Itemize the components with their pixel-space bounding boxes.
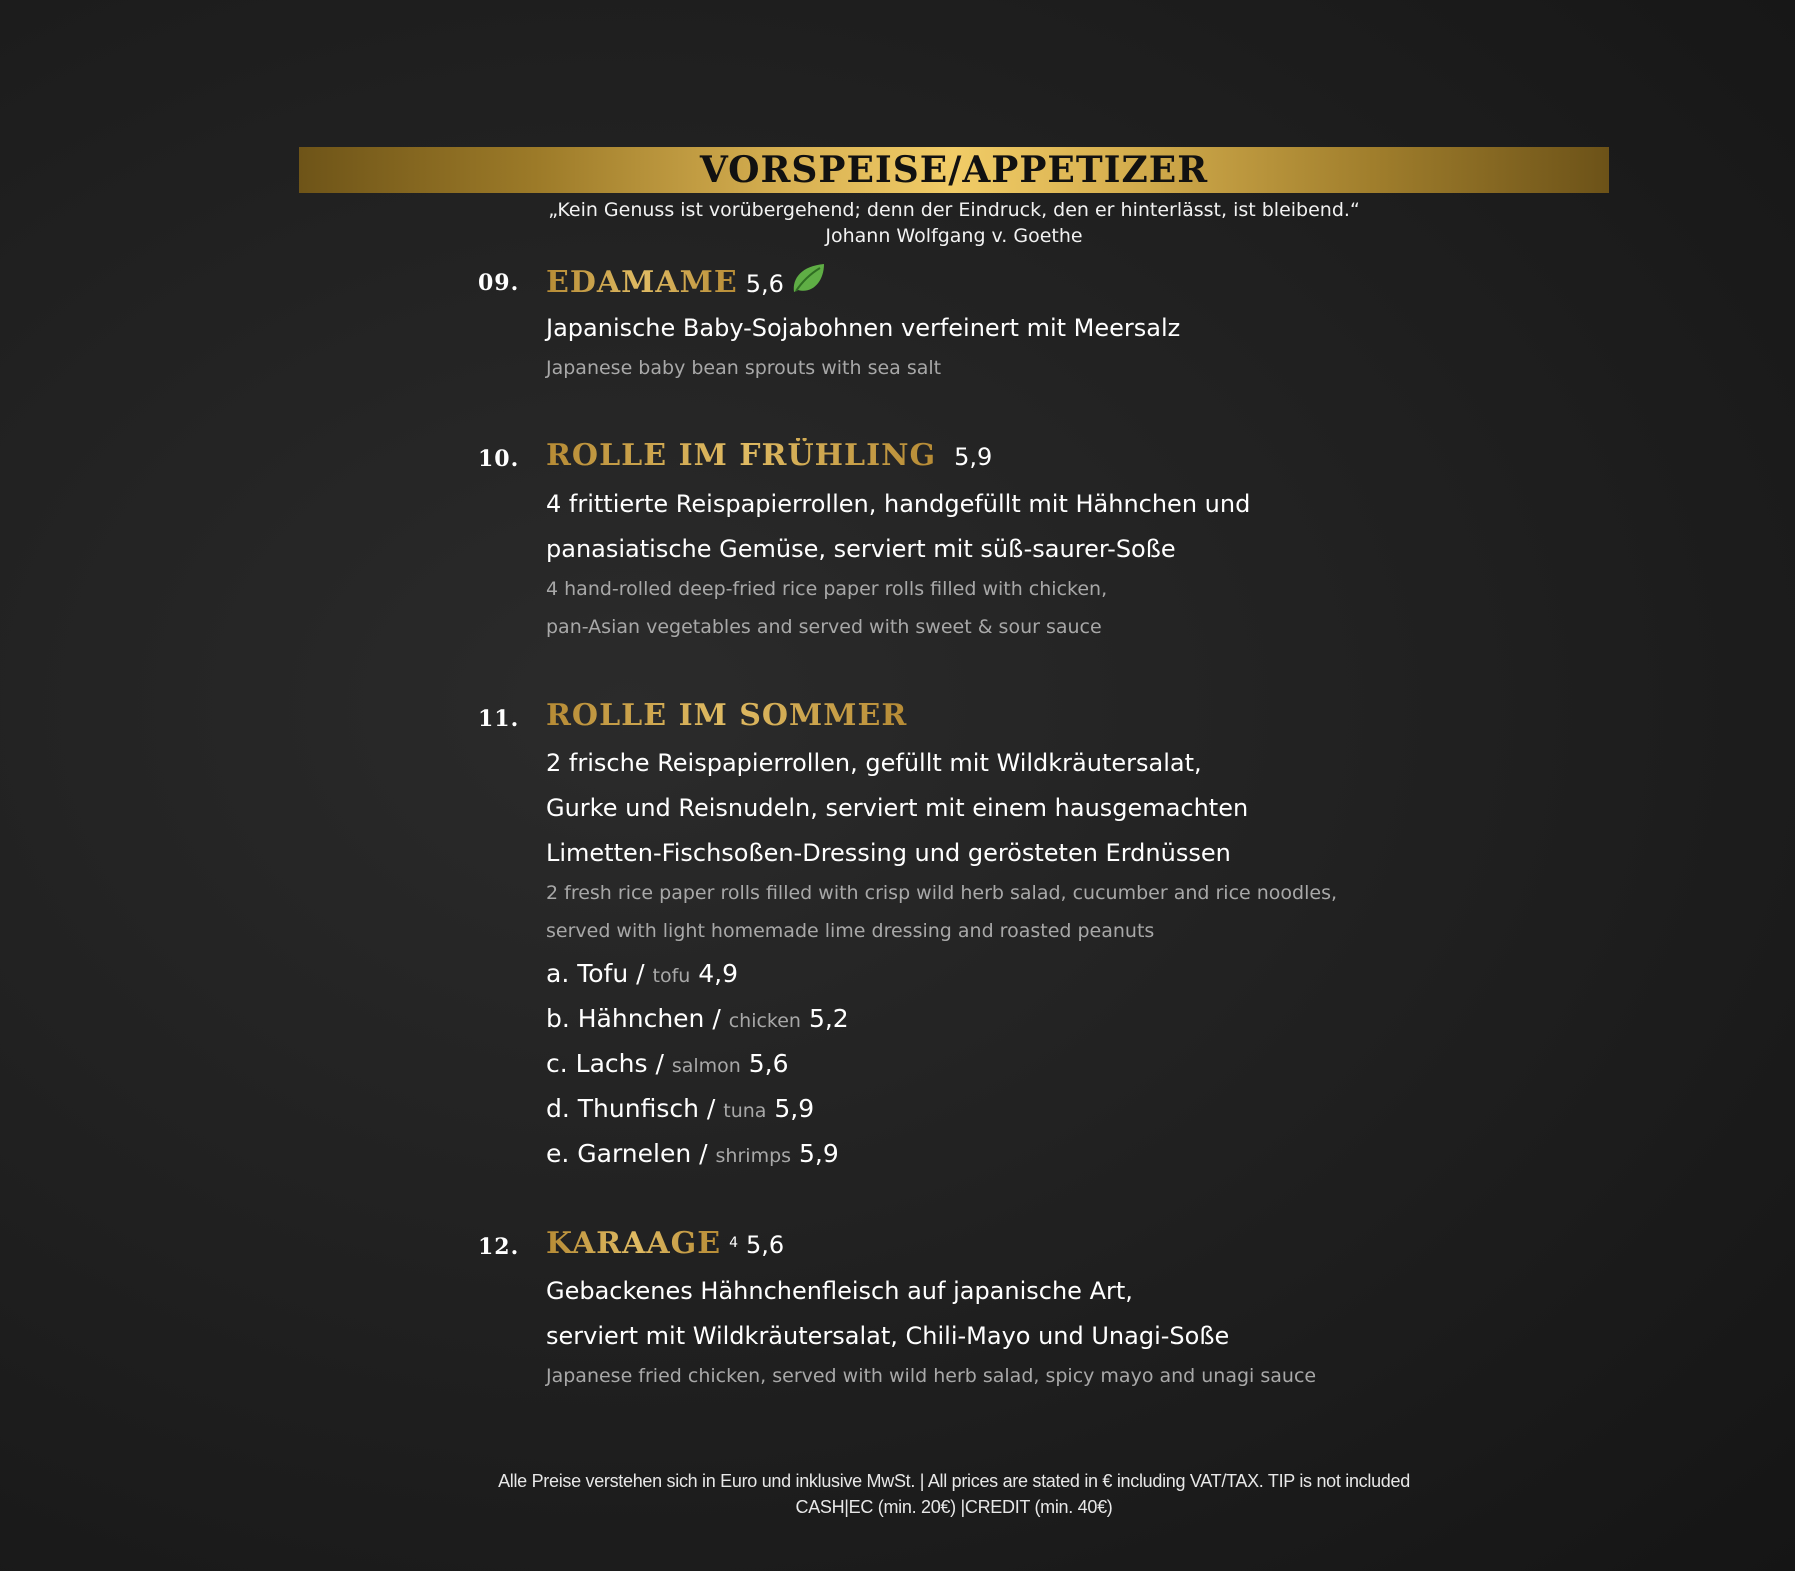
dish-name: ROLLE IM SOMMER <box>546 698 908 733</box>
description-de: Gebackenes Hähnchenfleisch auf japanische Art, <box>546 1277 1133 1305</box>
dish-name: EDAMAME <box>546 265 738 300</box>
quote-text: „Kein Genuss ist vorübergehend; denn der Eindruck, den er hinterlässt, ist bleibend.“ <box>548 199 1360 221</box>
option-label: a. Tofu / <box>546 959 653 988</box>
dish-header <box>546 1226 784 1261</box>
item-number: 11. <box>478 706 520 732</box>
item-number: 10. <box>478 446 520 472</box>
description-de: panasiatische Gemüse, serviert mit süß-saurer-Soße <box>546 535 1176 563</box>
option-label: d. Thunfisch / <box>546 1094 724 1123</box>
option-label: b. Hähnchen / <box>546 1004 729 1033</box>
description-en: Japanese fried chicken, served with wild herb salad, spicy mayo and unagi sauce <box>546 1365 1317 1387</box>
footer-prices-note: Alle Preise verstehen sich in Euro und inklusive MwSt. | All prices are stated in € including VAT/TAX. TIP is not included <box>498 1471 1410 1491</box>
dish-price: 5,9 <box>954 443 993 471</box>
description-de: 4 frittierte Reispapierrollen, handgefüllt mit Hähnchen und <box>546 490 1251 518</box>
dish-name: ROLLE IM FRÜHLING <box>546 438 937 473</box>
dish-header <box>546 698 907 733</box>
option-item <box>546 1049 789 1081</box>
option-item <box>546 1004 849 1036</box>
option-item <box>546 1094 814 1126</box>
description-de: Limetten-Fischsoßen-Dressing und gerösteten Erdnüssen <box>546 839 1231 867</box>
allergen-superscript: 4 <box>729 1234 739 1251</box>
option-item <box>546 1139 839 1171</box>
dish-header <box>546 262 826 300</box>
option-label: c. Lachs / <box>546 1049 672 1078</box>
option-label-en: shrimps <box>715 1145 792 1167</box>
option-price: 5,6 <box>748 1049 789 1078</box>
option-label-en: salmon <box>671 1055 741 1077</box>
option-price: 5,2 <box>808 1004 849 1033</box>
description-de: 2 frische Reispapierrollen, gefüllt mit Wildkräutersalat, <box>546 749 1202 777</box>
dish-name: KARAAGE <box>546 1226 722 1261</box>
option-price: 5,9 <box>774 1094 815 1123</box>
description-de: serviert mit Wildkräutersalat, Chili-Mayo und Unagi-Soße <box>546 1322 1230 1350</box>
leaf-icon <box>790 262 826 300</box>
description-en: pan-Asian vegetables and served with sweet & sour sauce <box>546 616 1102 638</box>
option-price: 5,9 <box>798 1139 839 1168</box>
option-price: 4,9 <box>698 959 739 988</box>
dish-price: 5,6 <box>745 270 784 298</box>
option-label-en: tofu <box>652 965 691 987</box>
section-banner <box>299 147 1609 193</box>
section-title: VORSPEISE/APPETIZER <box>699 149 1209 191</box>
description-en: Japanese baby bean sprouts with sea salt <box>546 357 942 379</box>
dish-header <box>546 438 992 473</box>
option-label-en: chicken <box>728 1010 801 1032</box>
description-de: Japanische Baby-Sojabohnen verfeinert mit Meersalz <box>546 314 1181 342</box>
description-en: served with light homemade lime dressing and roasted peanuts <box>546 920 1155 942</box>
option-label: e. Garnelen / <box>546 1139 716 1168</box>
description-de: Gurke und Reisnudeln, serviert mit einem hausgemachten <box>546 794 1249 822</box>
item-number: 09. <box>478 270 520 296</box>
description-en: 2 fresh rice paper rolls filled with crisp wild herb salad, cucumber and rice noodles, <box>546 882 1338 904</box>
quote-author: Johann Wolfgang v. Goethe <box>825 225 1083 247</box>
option-item <box>546 959 738 991</box>
option-label-en: tuna <box>723 1100 767 1122</box>
dish-price: 5,6 <box>746 1231 785 1259</box>
item-number: 12. <box>478 1234 520 1260</box>
footer-payment-note: CASH|EC (min. 20€) |CREDIT (min. 40€) <box>795 1497 1113 1517</box>
description-en: 4 hand-rolled deep-fried rice paper rolls filled with chicken, <box>546 578 1108 600</box>
